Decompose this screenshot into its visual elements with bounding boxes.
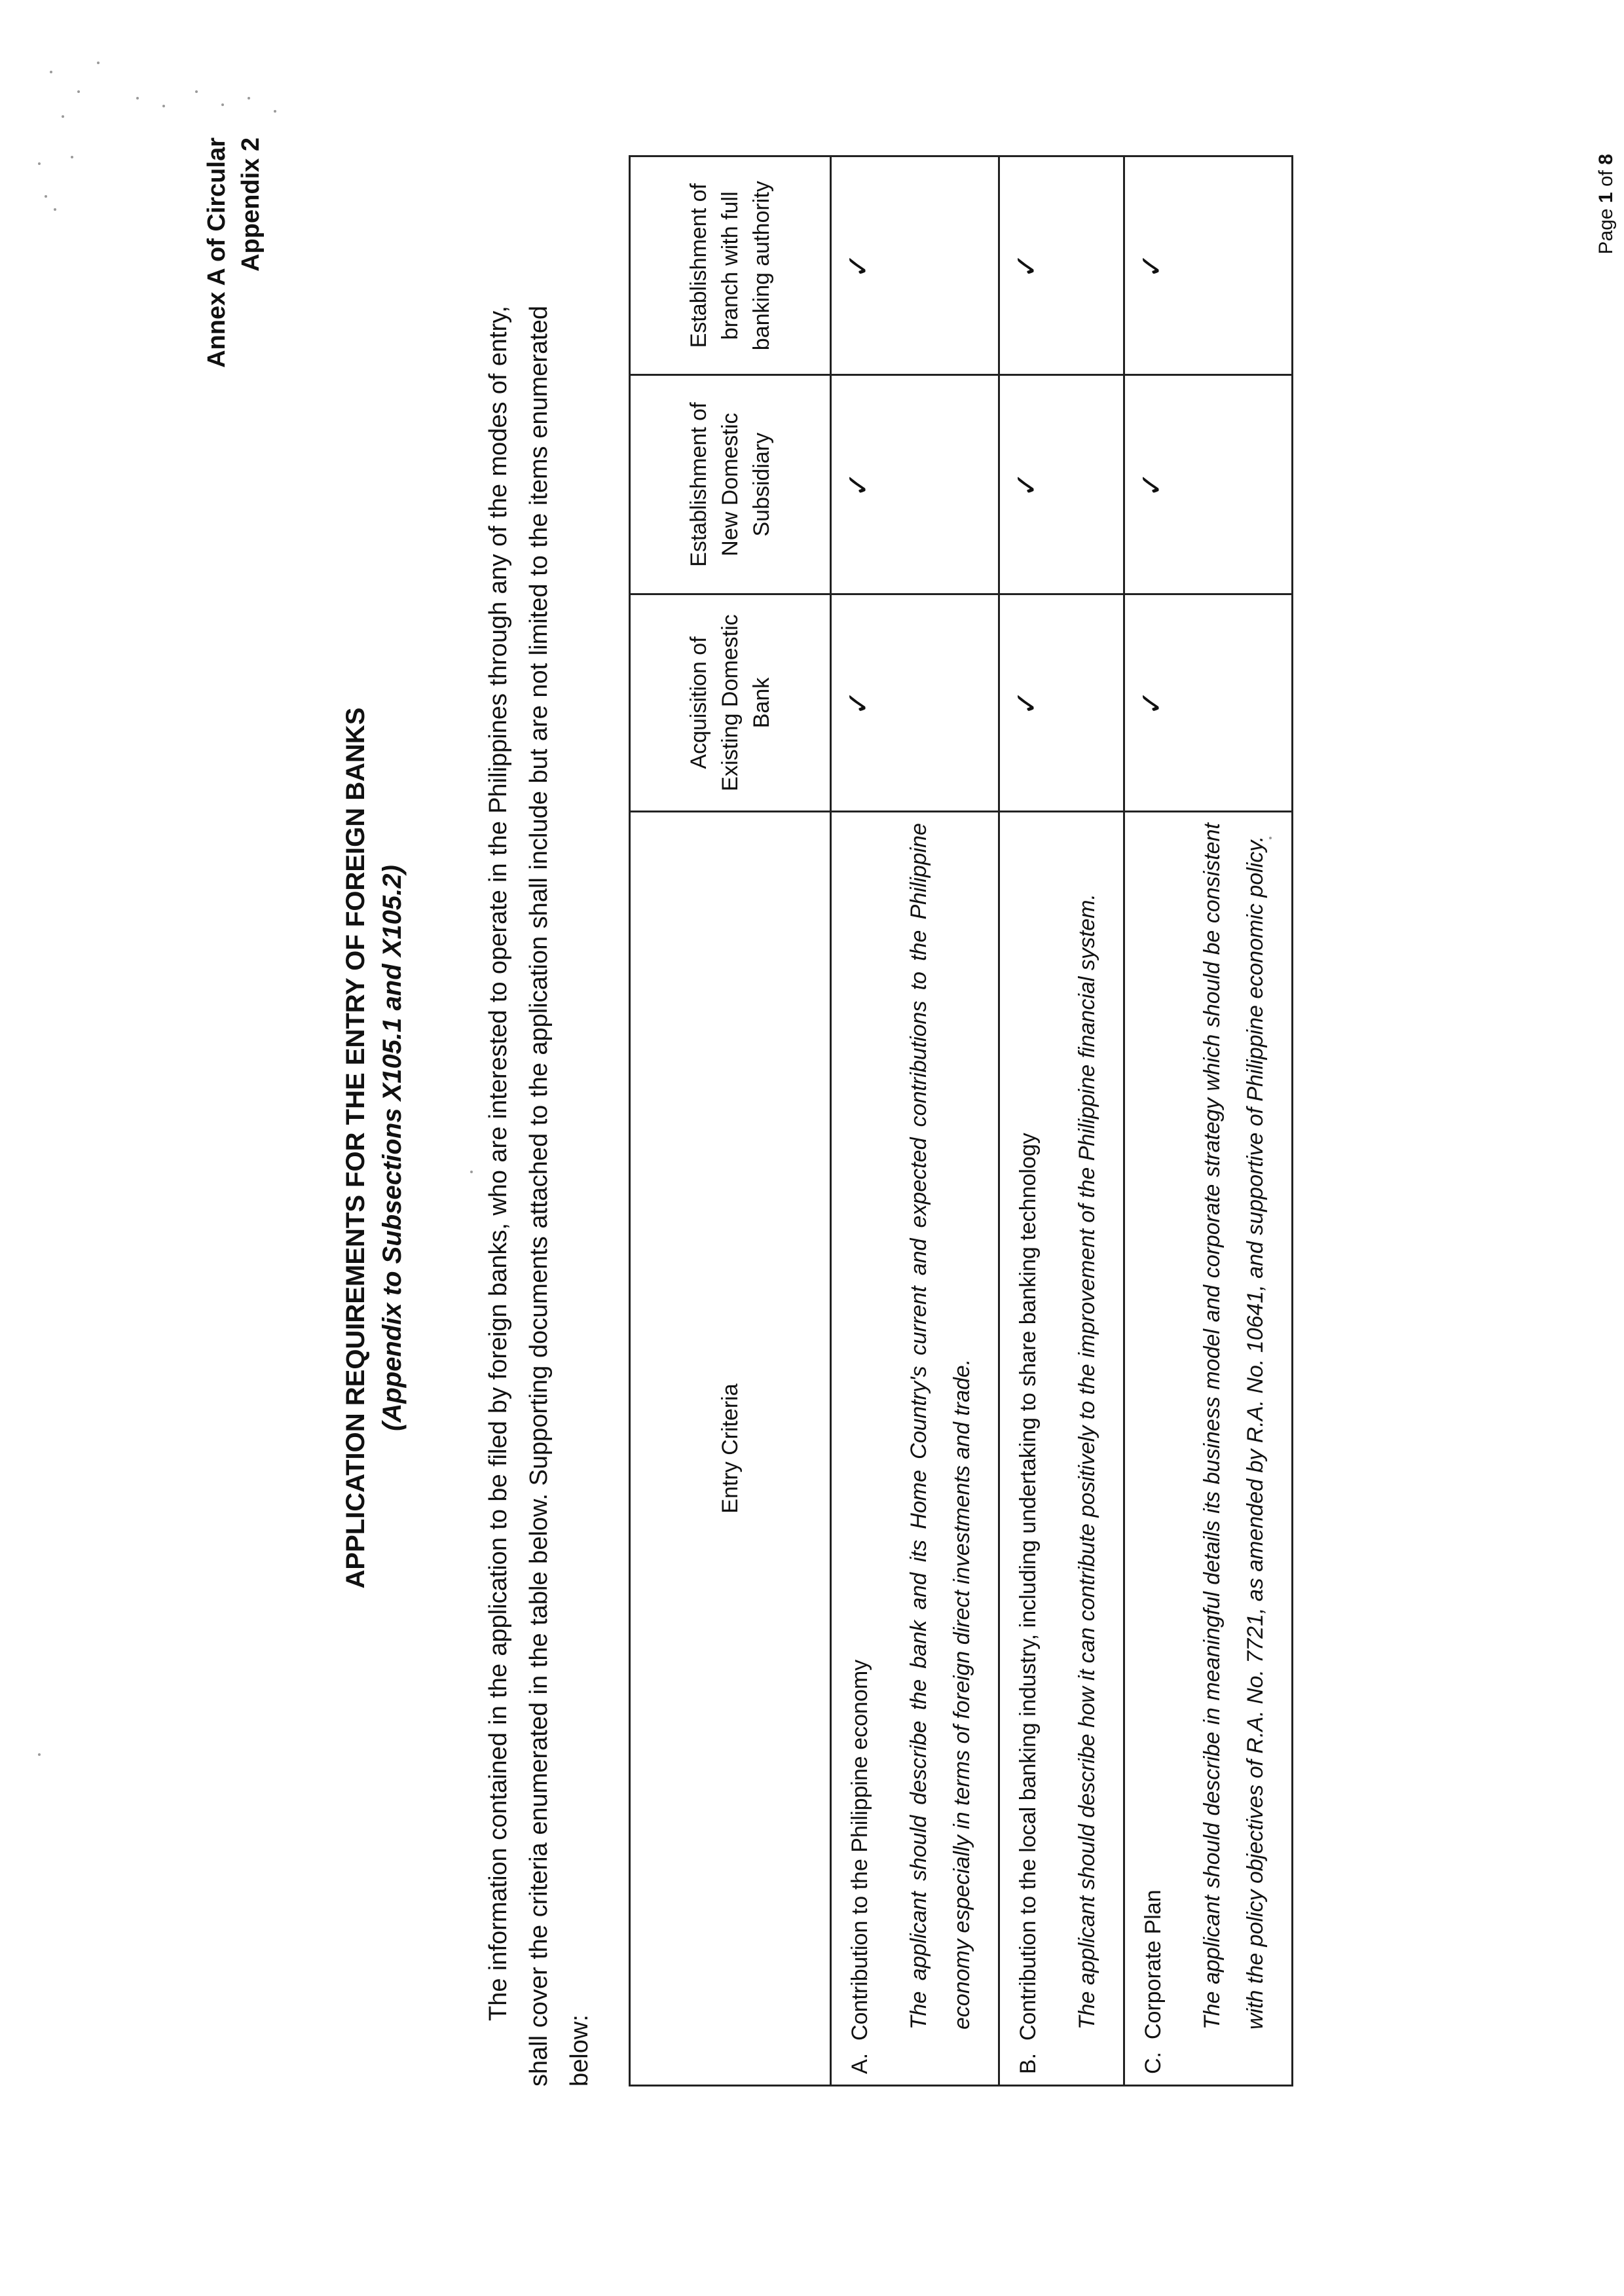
criterion-title: Contribution to the Philippine economy <box>847 1659 872 2041</box>
check-icon: ✓ <box>841 471 875 498</box>
check-icon: ✓ <box>841 253 875 278</box>
criterion-letter: B. <box>1016 2052 1041 2074</box>
page-prefix: Page <box>1595 203 1617 255</box>
criterion-description: The applicant should describe the bank and its Home Country's current and expected contributions to the Philippine economy especially in terms of foreign direct investments and trade. <box>906 823 974 2030</box>
check-cell <box>1124 594 1293 811</box>
check-cell <box>831 156 999 375</box>
requirements-table <box>629 155 1293 2086</box>
table-header-row <box>630 156 831 2086</box>
criterion-letter: C. <box>1141 2052 1166 2074</box>
header-new-subsidiary: Establishment of New Domestic Subsidiary <box>630 375 831 594</box>
page-title: APPLICATION REQUIREMENTS FOR THE ENTRY OF FOREIGN BANKS <box>341 707 370 1589</box>
header-acquisition: Acquisition of Existing Domestic Bank <box>630 594 831 811</box>
criterion-heading <box>841 823 879 2074</box>
intro-paragraph <box>478 306 600 2086</box>
page-subtitle: (Appendix to Subsections X105.1 and X105.2) <box>378 865 407 1431</box>
criterion-heading <box>1134 823 1172 2074</box>
page-mid: of <box>1595 164 1617 192</box>
table-row <box>831 156 999 2086</box>
page-total: 8 <box>1595 154 1617 165</box>
table-row <box>1124 156 1293 2086</box>
check-cell <box>831 594 999 811</box>
check-icon: ✓ <box>841 690 875 716</box>
check-cell <box>999 156 1124 375</box>
header-branch: Establishment of branch with full banking authority <box>630 156 831 375</box>
check-icon: ✓ <box>1009 253 1043 278</box>
criterion-heading <box>1009 823 1047 2074</box>
annex-label <box>200 137 268 368</box>
check-icon: ✓ <box>1009 471 1043 498</box>
page-current: 1 <box>1595 192 1617 204</box>
criterion-title: Contribution to the local banking industry, including undertaking to share banking technology <box>1016 1133 1041 2041</box>
check-cell <box>999 375 1124 594</box>
check-icon: ✓ <box>1009 690 1043 716</box>
check-cell <box>1124 375 1293 594</box>
criterion-cell <box>831 812 999 2086</box>
criterion-cell <box>1124 812 1293 2086</box>
annex-line-2: Appendix 2 <box>237 137 265 272</box>
criterion-description: The applicant should describe in meaningful details its business model and corporate strategy which should be consistent with the policy objectives of R.A. No. 7721, as amended by R.A. No. 10641, and supportive of Philippine economic policy. <box>1200 823 1268 2030</box>
check-cell <box>999 594 1124 811</box>
intro-text: The information contained in the application to be filed by foreign banks, who are interested to operate in the Philippines through any of the modes of entry, shall cover the criteria enumerated in the table below. Supporting documents attached to the application shall include but are not limited to the items enumerated below: <box>485 306 593 2086</box>
table-row <box>999 156 1124 2086</box>
check-icon: ✓ <box>1134 471 1168 498</box>
check-icon: ✓ <box>1134 690 1168 716</box>
annex-line-1: Annex A of Circular <box>203 137 231 368</box>
criterion-title: Corporate Plan <box>1141 1889 1166 2040</box>
criterion-letter: A. <box>847 2052 872 2074</box>
check-cell <box>1124 156 1293 375</box>
criterion-description: The applicant should describe how it can contribute positively to the improvement of the Philippine financial system. <box>1075 894 1099 2030</box>
check-cell <box>831 375 999 594</box>
check-icon: ✓ <box>1134 253 1168 278</box>
page-number <box>1595 154 1617 254</box>
criterion-cell <box>999 812 1124 2086</box>
header-entry-criteria: Entry Criteria <box>630 812 831 2086</box>
title-block <box>337 0 411 2296</box>
